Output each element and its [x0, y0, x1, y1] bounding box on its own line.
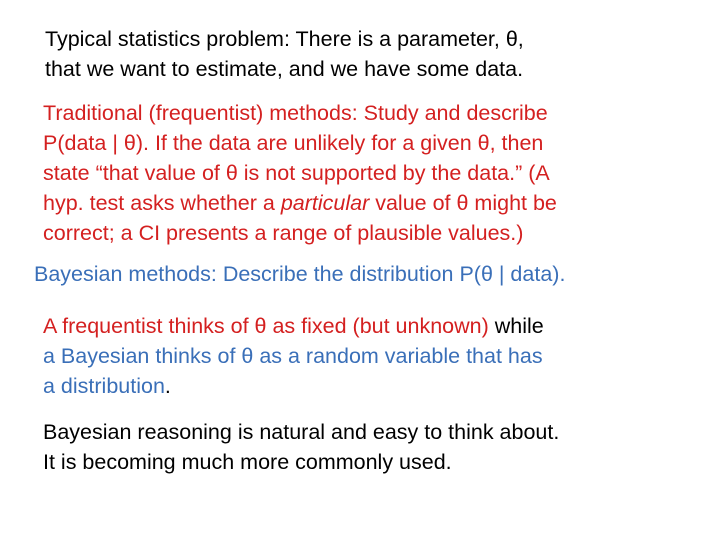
frequentist-line-4 [43, 188, 703, 218]
intro-line-1: Typical statistics problem: There is a parameter, θ, [45, 27, 524, 51]
contrast-line-1 [43, 311, 703, 341]
frequentist-line-4-end: value of θ might be [369, 191, 557, 215]
conclusion-line-2: It is becoming much more commonly used. [43, 450, 452, 474]
frequentist-line-4-start: hyp. test asks whether a [43, 191, 281, 215]
contrast-line-3 [43, 371, 703, 401]
contrast-period: . [164, 374, 171, 398]
frequentist-line-2: P(data | θ). If the data are unlikely for a given θ, then [43, 131, 544, 155]
contrast-while-text: while [488, 314, 544, 338]
frequentist-line-5: correct; a CI presents a range of plausible values.) [43, 221, 524, 245]
conclusion-paragraph [43, 417, 703, 477]
contrast-frequentist-text: A frequentist thinks of θ as fixed (but unknown) [43, 314, 489, 338]
intro-line-2: that we want to estimate, and we have some data. [45, 57, 524, 81]
frequentist-line-1: Traditional (frequentist) methods: Study and describe [43, 101, 548, 125]
bayesian-paragraph [34, 259, 714, 289]
frequentist-line-3: state “that value of θ is not supported by the data.” (A [43, 161, 550, 185]
emphasis-particular: particular [280, 191, 370, 215]
bayesian-line-1: Bayesian methods: Describe the distribution P(θ | data). [34, 262, 566, 286]
intro-paragraph [45, 24, 705, 84]
contrast-paragraph [43, 311, 703, 401]
contrast-distribution-text: a distribution [43, 374, 165, 398]
contrast-line-2: a Bayesian thinks of θ as a random variable that has [43, 344, 543, 368]
conclusion-line-1: Bayesian reasoning is natural and easy to think about. [43, 420, 560, 444]
frequentist-paragraph [43, 98, 703, 248]
